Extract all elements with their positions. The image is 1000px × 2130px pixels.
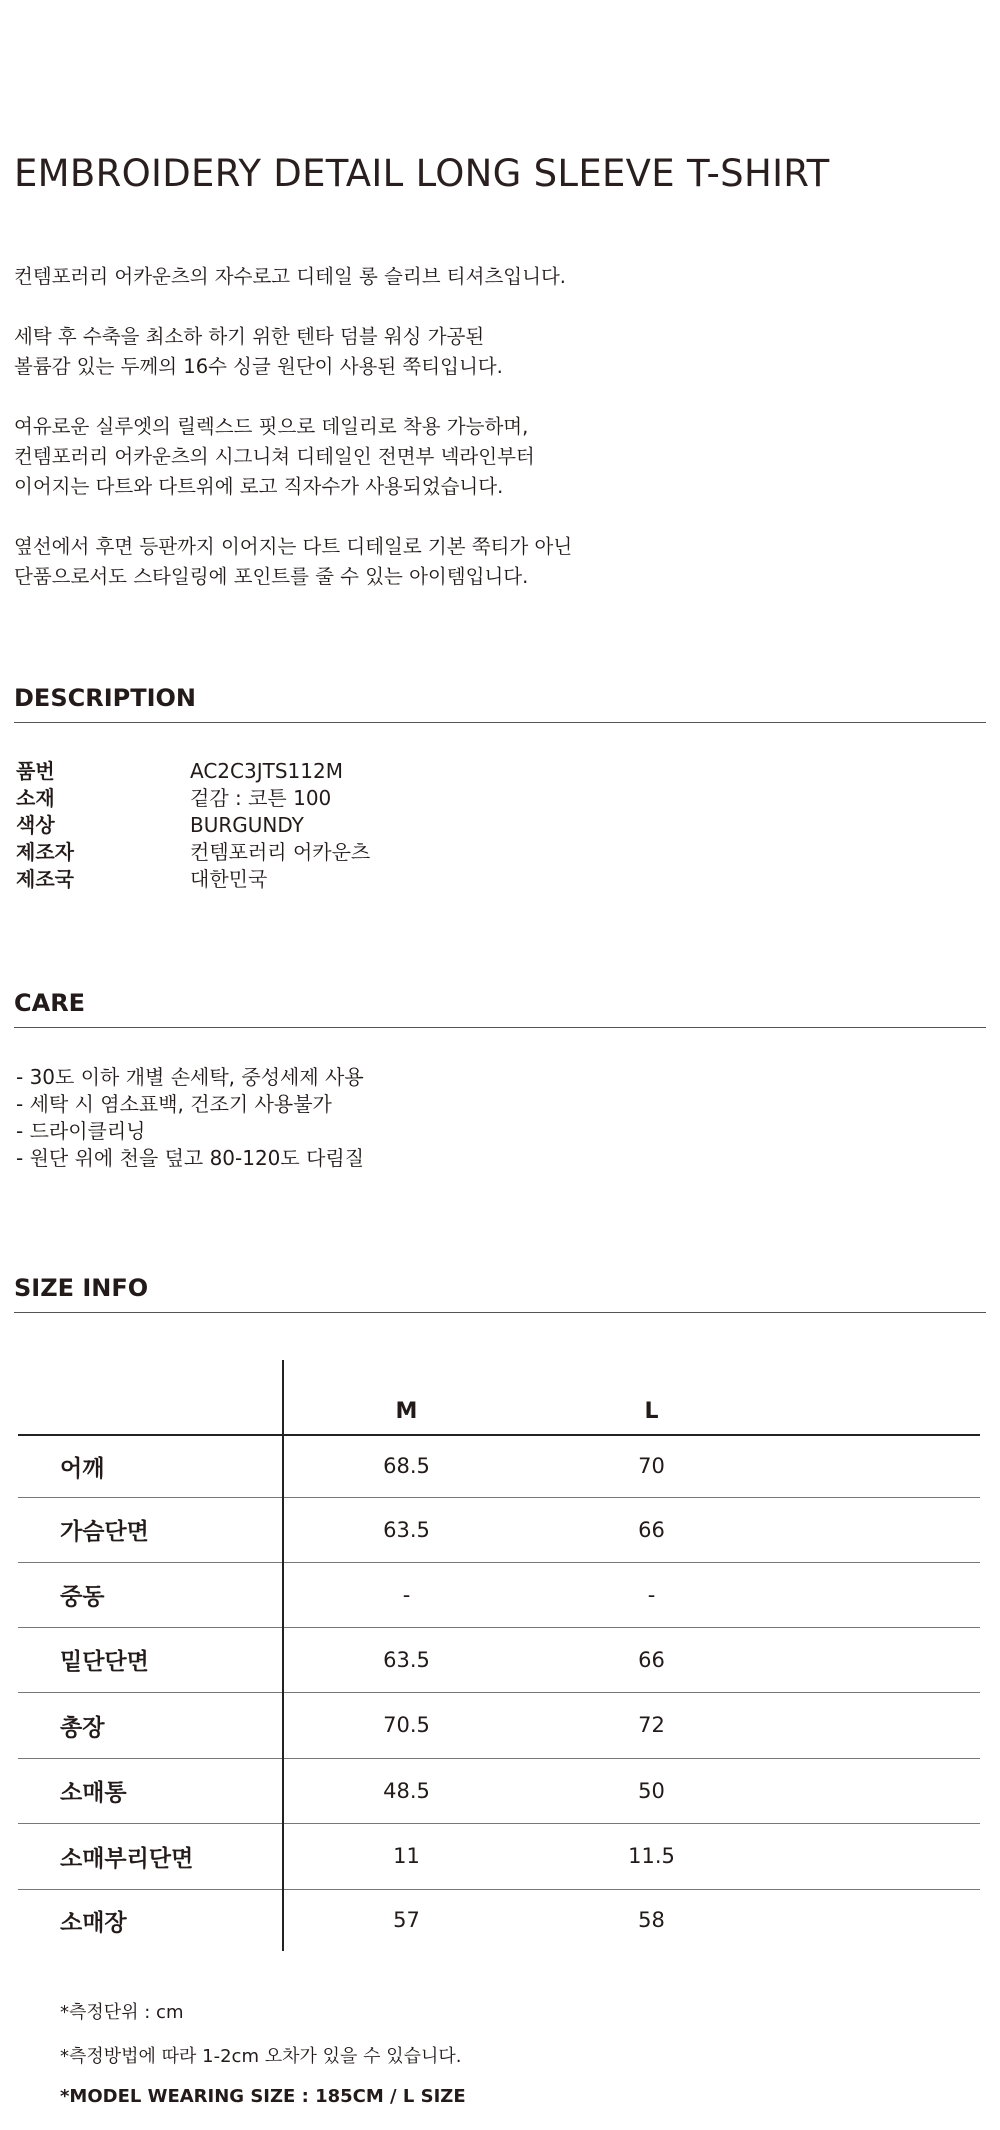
intro-line: 단품으로서도 스타일링에 포인트를 줄 수 있는 아이템입니다.	[14, 565, 529, 588]
size-spacer	[774, 1497, 980, 1562]
size-header-spacer	[774, 1360, 980, 1435]
description-value: 대한민국	[190, 867, 268, 891]
care-item: - 세탁 시 염소표백, 건조기 사용불가	[16, 1092, 332, 1116]
size-header-blank	[18, 1360, 283, 1435]
description-value: AC2C3JTS112M	[190, 759, 343, 783]
description-table	[16, 758, 370, 893]
description-label: 색상	[16, 813, 55, 837]
size-value: 11.5	[628, 1844, 675, 1868]
description-row	[16, 758, 370, 785]
description-divider	[14, 722, 986, 723]
description-row	[16, 839, 370, 866]
care-list	[16, 1064, 364, 1172]
size-column-header: L	[644, 1399, 659, 1424]
description-heading: DESCRIPTION	[14, 684, 197, 712]
intro-paragraph	[14, 412, 974, 502]
size-row	[18, 1497, 980, 1562]
size-value: 70.5	[383, 1713, 430, 1737]
size-spacer	[774, 1823, 980, 1889]
care-divider	[14, 1027, 986, 1028]
intro-paragraph	[14, 322, 974, 382]
size-column-header: M	[395, 1399, 418, 1424]
description-row	[16, 866, 370, 893]
description-label: 제조자	[16, 840, 74, 864]
size-spacer	[774, 1562, 980, 1627]
size-row-label: 총장	[18, 1692, 283, 1758]
size-note: *측정단위 : cm	[60, 2002, 184, 2023]
description-label: 제조국	[16, 867, 74, 891]
description-label: 소재	[16, 786, 55, 810]
size-value: 50	[638, 1778, 665, 1803]
size-value: -	[402, 1582, 411, 1607]
product-intro	[14, 262, 974, 622]
intro-line: 옆선에서 후면 등판까지 이어지는 다트 디테일로 기본 쭉티가 아닌	[14, 535, 573, 558]
size-row	[18, 1435, 980, 1497]
description-value: 컨템포러리 어카운츠	[190, 840, 371, 864]
size-spacer	[774, 1758, 980, 1823]
size-row	[18, 1562, 980, 1627]
intro-line: 여유로운 실루엣의 릴렉스드 핏으로 데일리로 착용 가능하며,	[14, 415, 529, 438]
care-item: - 드라이클리닝	[16, 1119, 146, 1143]
size-row-label: 어깨	[18, 1435, 283, 1497]
size-info-divider	[14, 1312, 986, 1313]
description-value: 겉감 : 코튼 100	[190, 786, 332, 810]
size-value: 63.5	[383, 1647, 430, 1672]
size-spacer	[774, 1889, 980, 1951]
size-notes	[60, 1998, 466, 2130]
size-spacer	[774, 1692, 980, 1758]
size-value: 66	[638, 1647, 665, 1672]
size-value: 48.5	[383, 1778, 430, 1803]
size-row	[18, 1758, 980, 1823]
size-row	[18, 1627, 980, 1692]
size-value: 63.5	[383, 1517, 430, 1542]
size-row-label: 가슴단면	[18, 1497, 283, 1562]
size-value: 57	[393, 1908, 420, 1933]
intro-line: 세탁 후 수축을 최소하 하기 위한 텐타 덤블 워싱 가공된	[14, 325, 485, 348]
size-row	[18, 1692, 980, 1758]
model-size-note: *MODEL WEARING SIZE : 185CM / L SIZE	[60, 2086, 466, 2107]
size-note: *측정방법에 따라 1-2cm 오차가 있을 수 있습니다.	[60, 2046, 462, 2067]
intro-line: 볼륨감 있는 두께의 16수 싱글 원단이 사용된 쭉티입니다.	[14, 355, 503, 378]
size-row-label: 소매통	[18, 1758, 283, 1823]
product-title: EMBROIDERY DETAIL LONG SLEEVE T-SHIRT	[14, 152, 830, 195]
intro-paragraph	[14, 532, 974, 592]
size-spacer	[774, 1435, 980, 1497]
description-label: 품번	[16, 759, 55, 783]
size-value: -	[647, 1582, 656, 1607]
size-table	[18, 1360, 980, 1951]
care-heading: CARE	[14, 989, 86, 1017]
size-value: 66	[638, 1517, 665, 1542]
size-row	[18, 1889, 980, 1951]
intro-paragraph	[14, 262, 974, 292]
size-row	[18, 1823, 980, 1889]
size-value: 72	[638, 1713, 665, 1737]
size-row-label: 소매장	[18, 1889, 283, 1951]
intro-line: 컨템포러리 어카운츠의 자수로고 디테일 롱 슬리브 티셔츠입니다.	[14, 265, 566, 288]
size-value: 68.5	[383, 1454, 430, 1479]
size-spacer	[774, 1627, 980, 1692]
description-row	[16, 785, 370, 812]
intro-line: 컨템포러리 어카운츠의 시그니쳐 디테일인 전면부 넥라인부터	[14, 445, 535, 468]
description-row	[16, 812, 370, 839]
size-table-header	[18, 1360, 980, 1435]
size-value: 11	[393, 1844, 420, 1868]
size-row-label: 소매부리단면	[18, 1823, 283, 1889]
care-item: - 30도 이하 개별 손세탁, 중성세제 사용	[16, 1065, 364, 1089]
size-info-heading: SIZE INFO	[14, 1274, 149, 1302]
description-value: BURGUNDY	[190, 813, 304, 837]
size-row-label: 중동	[18, 1562, 283, 1627]
size-value: 58	[638, 1908, 665, 1933]
size-row-label: 밑단단면	[18, 1627, 283, 1692]
care-item: - 원단 위에 천을 덮고 80-120도 다림질	[16, 1146, 365, 1170]
size-value: 70	[638, 1454, 665, 1479]
intro-line: 이어지는 다트와 다트위에 로고 직자수가 사용되었습니다.	[14, 475, 504, 498]
